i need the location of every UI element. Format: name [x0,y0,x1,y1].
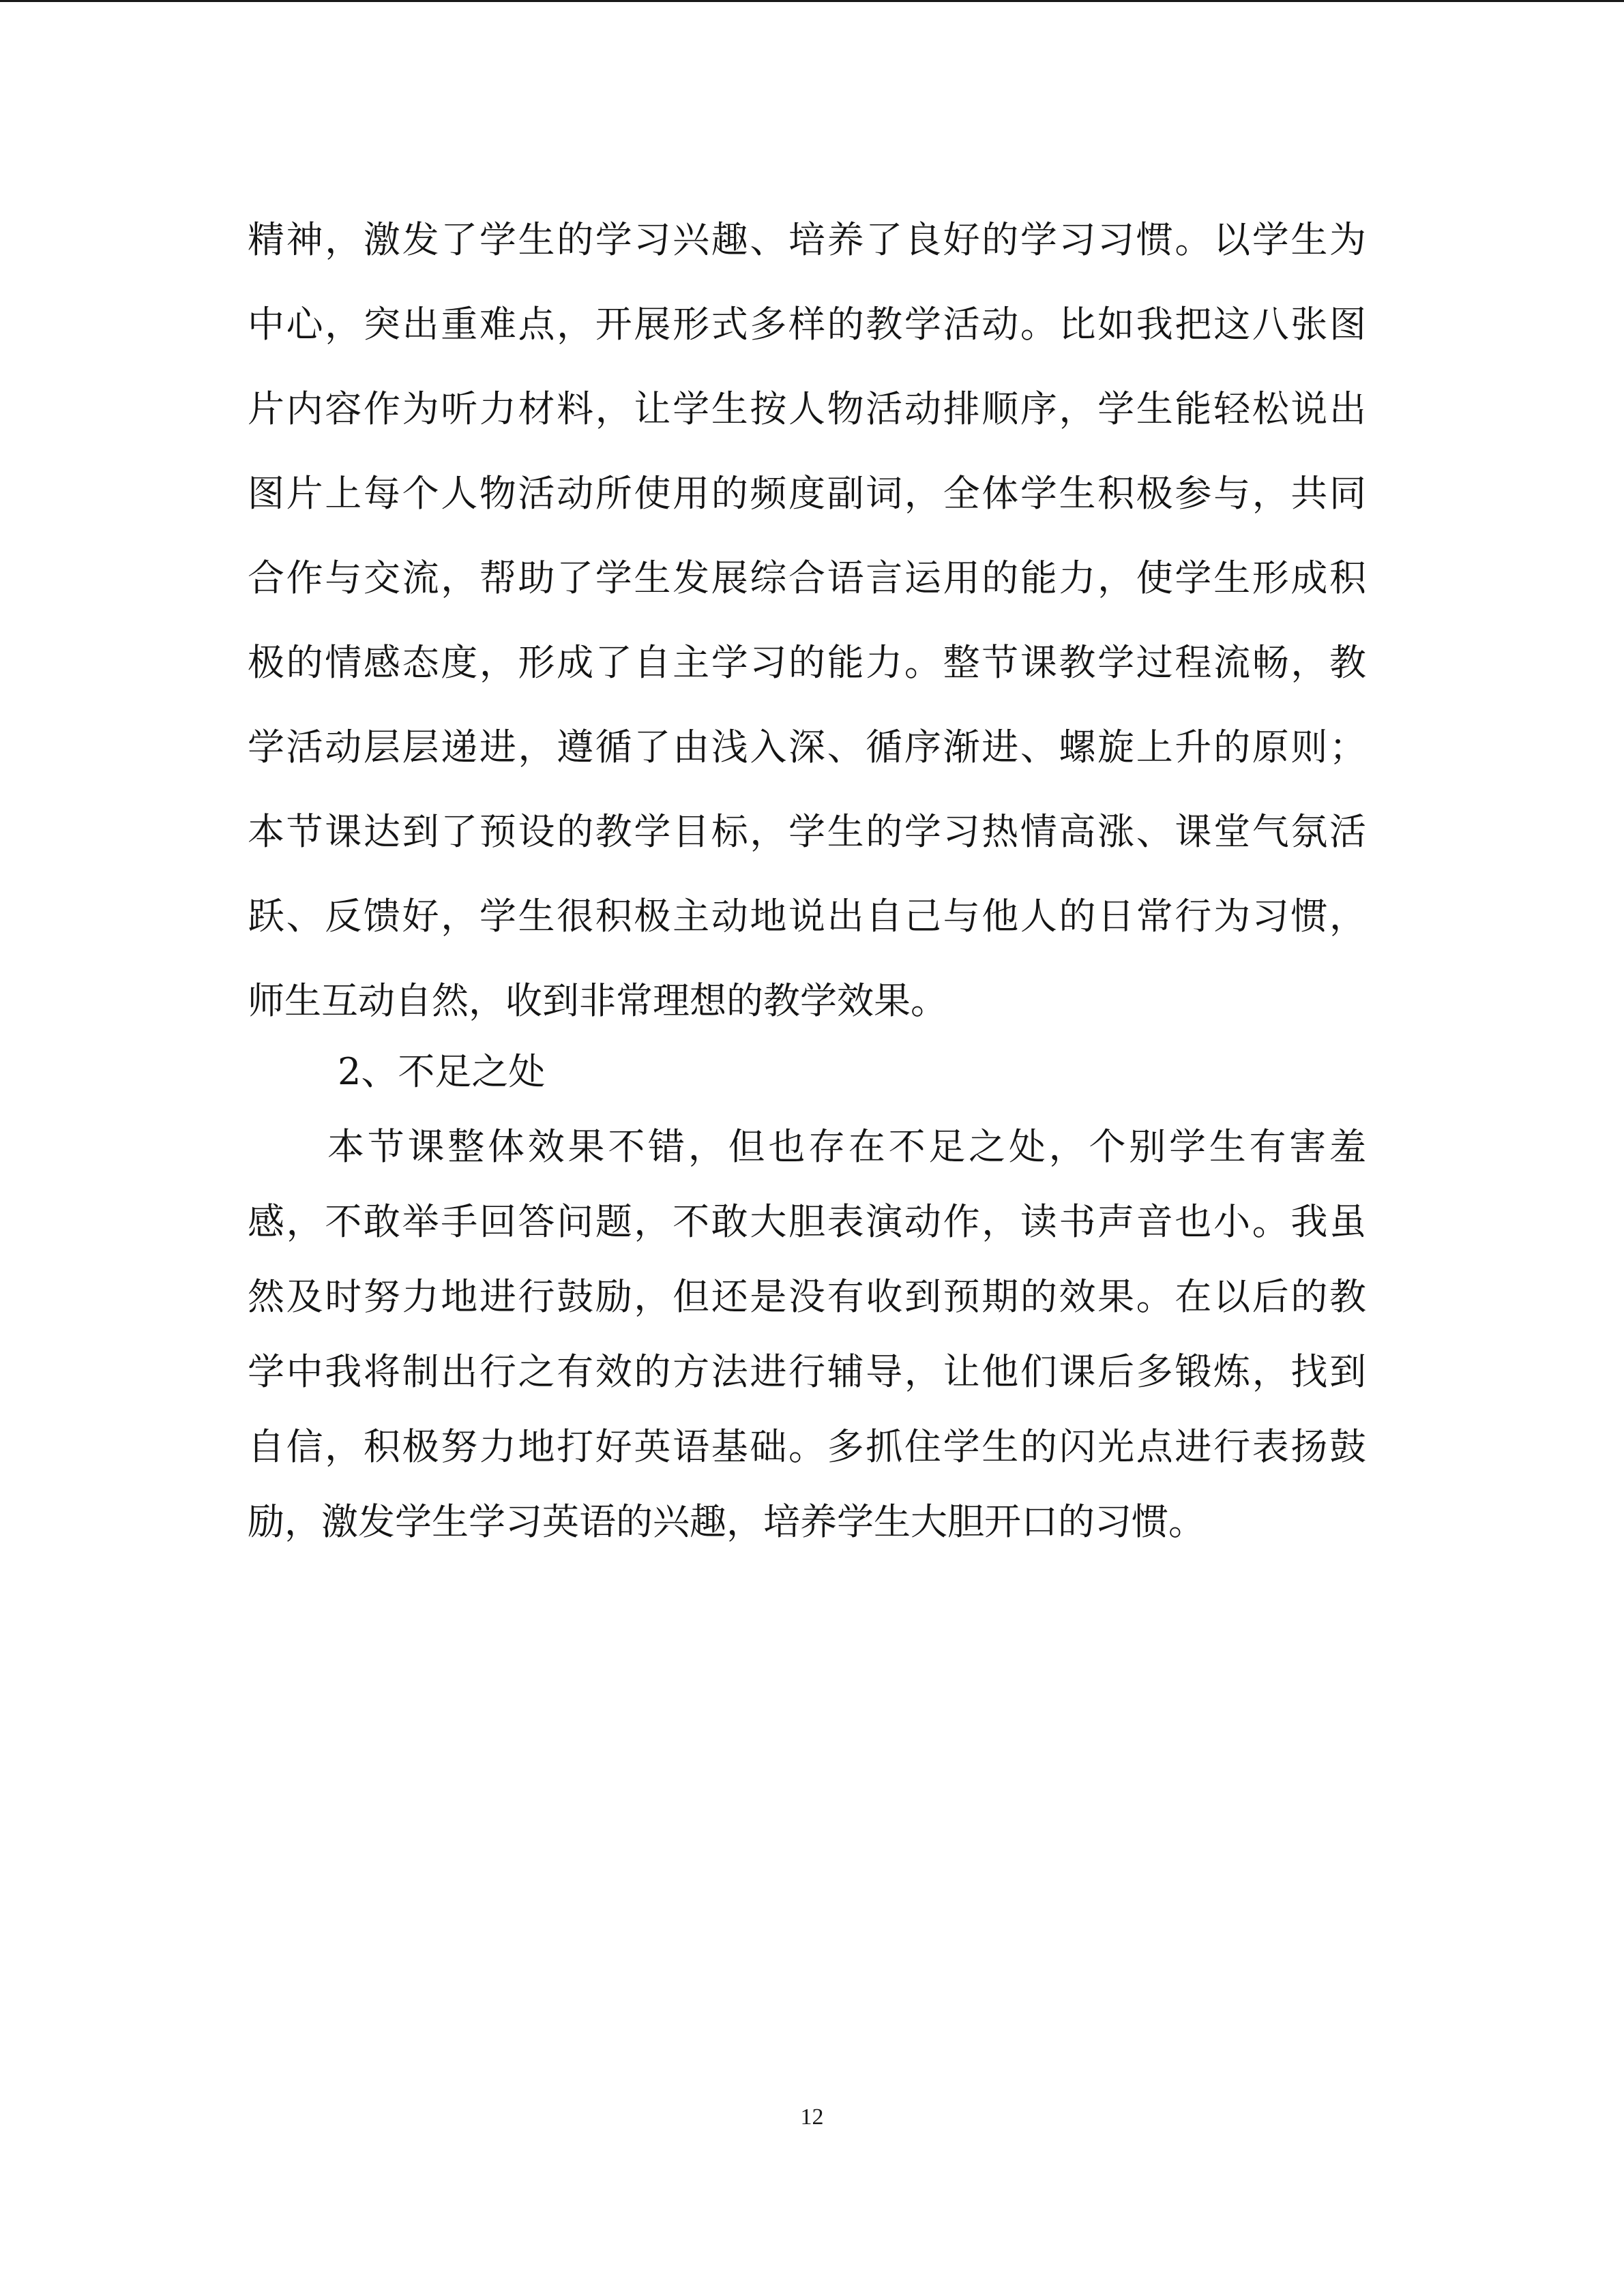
paragraph-1-line-5: 合作与交流，帮助了学生发展综合语言运用的能力，使学生形成积 [248,556,1366,599]
paragraph-2-line-1: 本节课整体效果不错，但也存在不足之处，个别学生有害羞 [327,1125,1366,1168]
paragraph-2-line-6: 励，激发学生学习英语的兴趣，培养学生大胆开口的习惯。 [248,1500,1205,1543]
paragraph-1-line-9: 跃、反馈好，学生很积极主动地说出自己与他人的日常行为习惯， [248,895,1366,938]
paragraph-2-line-4: 学中我将制出行之有效的方法进行辅导，让他们课后多锻炼，找到 [248,1350,1366,1393]
paragraph-1-line-10: 师生互动自然，收到非常理想的教学效果。 [248,979,947,1022]
page-number: 12 [800,2104,824,2130]
top-border-line [0,0,1624,2]
paragraph-1-line-7: 学活动层层递进，遵循了由浅入深、循序渐进、螺旋上升的原则； [248,726,1366,769]
paragraph-1-line-3: 片内容作为听力材料，让学生按人物活动排顺序，学生能轻松说出 [248,387,1366,430]
paragraph-2-line-5: 自信，积极努力地打好英语基础。多抓住学生的闪光点进行表扬鼓 [248,1425,1366,1468]
paragraph-2-line-2: 感，不敢举手回答问题，不敢大胆表演动作，读书声音也小。我虽 [248,1200,1366,1243]
paragraph-1-line-6: 极的情感态度，形成了自主学习的能力。整节课教学过程流畅，教 [248,641,1366,684]
paragraph-2-line-3: 然及时努力地进行鼓励，但还是没有收到预期的效果。在以后的教 [248,1275,1366,1318]
paragraph-1-line-1: 精神，激发了学生的学习兴趣、培养了良好的学习习惯。以学生为 [248,218,1366,261]
section-heading: 2、不足之处 [338,1050,546,1093]
paragraph-1-line-2: 中心，突出重难点，开展形式多样的教学活动。比如我把这八张图 [248,303,1366,346]
paragraph-1-line-8: 本节课达到了预设的教学目标，学生的学习热情高涨、课堂气氛活 [248,810,1366,853]
paragraph-1-line-4: 图片上每个人物活动所使用的频度副词，全体学生积极参与，共同 [248,472,1366,515]
